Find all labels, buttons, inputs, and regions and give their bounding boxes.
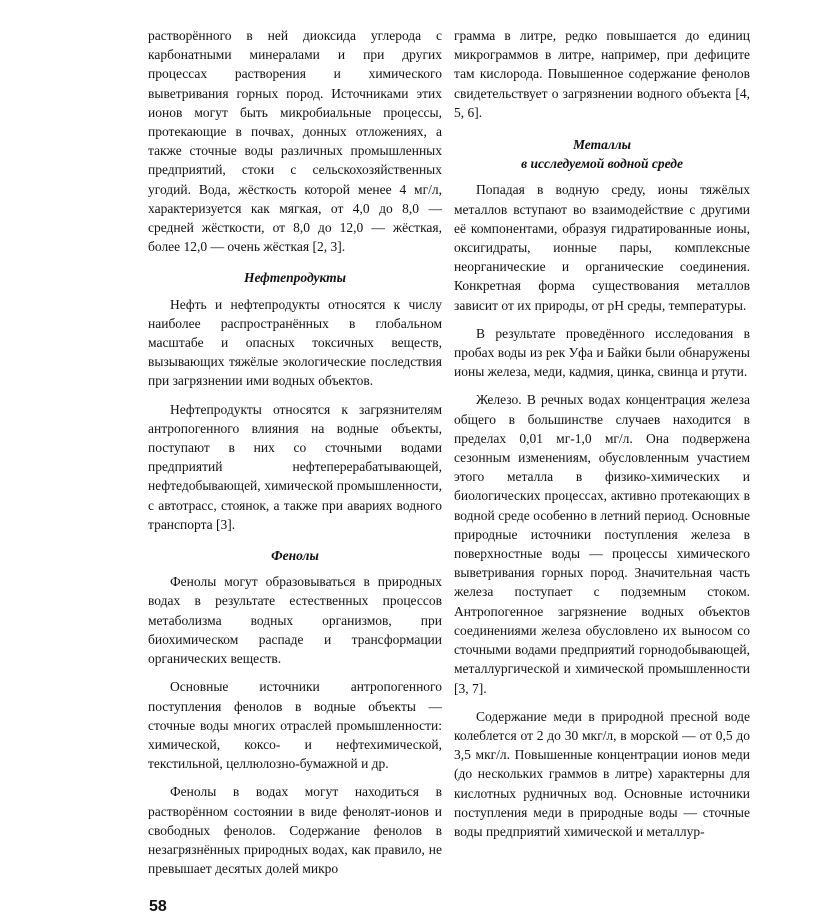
metals-paragraph-1: Попадая в водную среду, ионы тяжёлых металлов вступают во взаимодействие с другими её компонентами, образуя гидратированные ионы, оксигидраты, ионные пары, комплексные неорганические и органические соединения. Конкретная форма существования металлов зависит от их природы, от pH среды, температуры. [454, 182, 750, 313]
oil-paragraph-2: Нефтепродукты относятся к загрязнителям антропогенного влияния на водные объекты, поступают в них со сточными водами предприятий нефтеперерабатывающей, нефтедобывающей, химической промышленности, с автотрасс, стоянок, а также при авариях водного транспорта [3]. [148, 401, 442, 532]
metals-paragraph-2: В результате проведённого исследования в пробах воды из рек Уфа и Байки были обнаружены ионы железа, меди, кадмия, цинка, свинца и ртути. [454, 325, 750, 380]
right-column [454, 26, 750, 841]
metals-heading [454, 135, 750, 173]
left-column [148, 26, 442, 878]
metals-heading-line-1: Металлы [572, 137, 632, 153]
metals-heading-line-2: в исследуемой водной среде [521, 156, 683, 172]
oil-products-heading: Нефтепродукты [243, 270, 346, 286]
phenols-heading: Фенолы [271, 548, 319, 564]
phenol-paragraph-2: Основные источники антропогенного поступления фенолов в водные объекты — сточные воды многих отраслей промышленности: химической, коксо- и нефтехимической, текстильной, целлюлозно-бумажной и др. [148, 679, 442, 772]
left-intro-paragraph: растворённого в ней диоксида углерода с карбонатными минералами и при других процессах растворения и химического выветривания горных пород. Источниками этих ионов могут быть микробиальные процессы, протекающие в почвах, донных отложениях, а также сточные воды различных промышленных предприятий, стоки с сельскохозяйственных угодий. Вода, жёсткость которой менее 4 мг/л, характеризуется как мягкая, от 4,0 до 8,0 — средней жёсткости, от 8,0 до 12,0 — жёсткая, более 12,0 — очень жёсткая [2, 3]. [148, 28, 442, 255]
right-intro-paragraph: грамма в литре, редко повышается до единиц микрограммов в литре, например, при дефиците там кислорода. Повышенное содержание фенолов свидетельствует о загрязнении водного объекта [4, 5, 6]. [454, 28, 750, 120]
copper-paragraph: Содержание меди в природной пресной воде колеблется от 2 до 30 мкг/л, в морской — от 0,5 до 3,5 мкг/л. Повышенные концентрации ионов меди (до нескольких граммов в литре) характерны для кислотных рудничных вод. Основные источники поступления меди в природные воды — сточные воды предприятий химической и металлур- [454, 708, 750, 839]
phenol-paragraph-3: Фенолы в водах могут находиться в растворённом состоянии в виде фенолят-ионов и свободных фенолов. Содержание фенолов в незагрязнённых природных водах, как правило, не превышает десятых долей микро [148, 784, 442, 877]
iron-paragraph: Железо. В речных водах концентрация железа общего в большинстве случаев находится в пределах 0,01 мг-1,0 мг/л. Она подвержена сезонным изменениям, обусловленным участием этого металла в физико-химических и биологических процессах, активно протекающих в водной среде особенно в летний период. Основные природные источники поступления железа в поверхностные воды — процессы химического выветривания горных пород. Значительная часть железа поступает с подземным стоком. Антропогенное загрязнение водных объектов соединениями железа обусловлено их выносом со сточными водами предприятий горнодобывающей, металлургической и химической промышленности [3, 7]. [454, 392, 750, 696]
phenol-paragraph-1: Фенолы могут образовываться в природных водах в результате естественных процессов метаболизма водных организмов, при биохимическом распаде и трансформации органических веществ. [148, 574, 442, 667]
page-number: 58 [149, 898, 167, 915]
oil-paragraph-1: Нефть и нефтепродукты относятся к числу наиболее распространённых в глобальном масштабе и опасных токсичных веществ, вызывающих тяжёлые экологические последствия при загрязнении ими водных объектов. [148, 296, 442, 389]
